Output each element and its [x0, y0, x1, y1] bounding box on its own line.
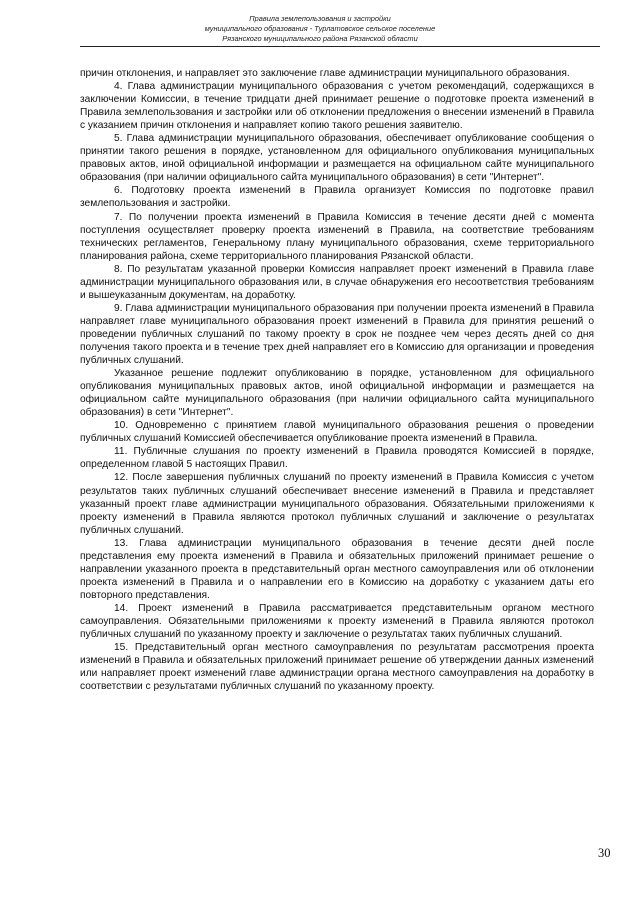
paragraph-item-9-note: Указанное решение подлежит опубликованию в порядке, установленном для официального опубликования муниципальных правовых актов, иной официальной информации и размещается на официальном сайте муниципального образования (при наличии официального сайта муниципального образования) в сети "Интернет". [80, 368, 594, 419]
paragraph-item-14: 14. Проект изменений в Правила рассматривается представительным органом местного самоуправления. Обязательными приложениями к проекту изменений в Правила являются протокол публичных слушаний по указанному проекту и заключение о результатах таких публичных слушаний. [80, 602, 594, 641]
paragraph-item-4: 4. Глава администрации муниципального образования с учетом рекомендаций, содержащихся в заключении Комиссии, в течение тридцати дней принимает решение о подготовке проекта изменений в Правила землепользования и застройки или об отклонении предложения о внесении изменений в Правила с указанием причин отклонения и направляет копию такого решения заявителю. [80, 81, 594, 132]
header-line-1: Правила землепользования и застройки [249, 14, 391, 23]
paragraph-item-5: 5. Глава администрации муниципального образования, обеспечивает опубликование сообщения о принятии такого решения в порядке, установленном для официального опубликования муниципальных правовых актов, иной официальной информации и размещается на официальном сайте муниципального образования (при наличии официального сайта муниципального образования) в сети "Интернет". [80, 133, 594, 184]
document-body [80, 67, 594, 693]
paragraph-item-12: 12. После завершения публичных слушаний по проекту изменений в Правила Комиссия с учетом результатов таких публичных слушаний обеспечивает внесение изменений в Правила и представляет указанный проект главе администрации муниципального образования. Обязательными приложениями к проекту изменений в Правила являются протокол публичных слушаний и заключение о результатах публичных слушаний. [80, 472, 594, 536]
header-line-3: Рязанского муниципального района Рязанской области [222, 33, 418, 43]
paragraph-item-13: 13. Глава администрации муниципального образования в течение десяти дней после представления ему проекта изменений в Правила и обязательных приложений принимает решение о направлении указанного проекта в представительный орган местного самоуправления или об отклонении проекта изменений в Правила и о направлении его в Комиссию на доработку с указанием даты его повторного представления. [80, 537, 594, 601]
header-line-2: муниципального образования - Турлатовское сельское поселение [204, 23, 436, 33]
paragraph-item-8: 8. По результатам указанной проверки Комиссия направляет проект изменений в Правила главе администрации муниципального образования или, в случае обнаружения его несоответствия требованиям и вышеуказанным документам, на доработку. [80, 263, 594, 301]
paragraph-item-10: 10. Одновременно с принятием главой муниципального образования решения о проведении публичных слушаний Комиссией обеспечивается опубликование проекта изменений в Правила. [80, 420, 594, 445]
page-number: 30 [598, 846, 611, 860]
paragraph-continuation: причин отклонения, и направляет это заключение главе администрации муниципального образования. [80, 68, 570, 79]
paragraph-item-7: 7. По получении проекта изменений в Правила Комиссия в течение десяти дней с момента поступления осуществляет проверку проекта изменений в Правила, на соответствие требованиям технических регламентов, Генеральному плану муниципального образования, схеме территориального планирования района, схеме территориального планирования Рязанской области. [80, 211, 594, 262]
paragraph-item-6: 6. Подготовку проекта изменений в Правила организует Комиссия по подготовке правил землепользования и застройки. [80, 185, 594, 210]
paragraph-item-11: 11. Публичные слушания по проекту изменений в Правила проводятся Комиссией в порядке, определенном главой 5 настоящих Правил. [80, 446, 594, 471]
header-rule [80, 46, 600, 47]
paragraph-item-9: 9. Глава администрации муниципального образования при получении проекта изменений в Правила направляет главе муниципального образования проект изменений в Правила для принятия решений о проведении публичных слушаний по такому проекту в срок не позднее чем через десять дней со дня получения такого проекта и в течение трех дней направляет его в Комиссию для организации и проведения публичных слушаний. [80, 302, 594, 367]
running-header [120, 14, 520, 43]
paragraph-item-15: 15. Представительный орган местного самоуправления по результатам рассмотрения проекта изменений в Правила и обязательных приложений принимает решение об утверждении данных изменений или направляет проект изменений главе администрации органа местного самоуправления на доработку в соответствии с результатами публичных слушаний по указанному проекту. [80, 642, 594, 693]
